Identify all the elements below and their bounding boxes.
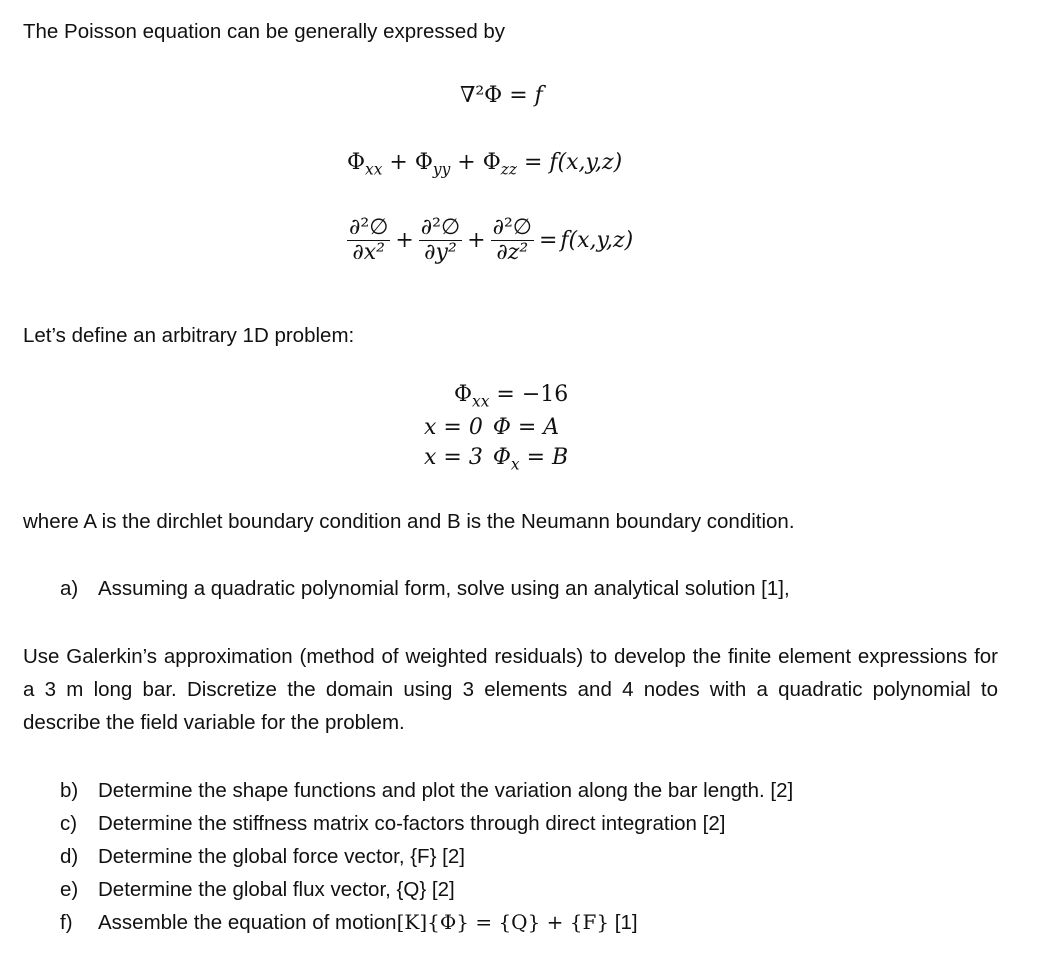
eq1-lhs: ∇²Φ bbox=[460, 83, 503, 108]
galerkin-paragraph: Use Galerkin’s approximation (method of weighted residuals) to develop the finite element expressions for a 3 m long bar. Discretize the domain using 3 elements and 4 nodes with a quadratic polynomial to describe the field variable for the problem. bbox=[23, 645, 998, 734]
bc-row bbox=[424, 443, 578, 473]
poisson-equation-partial: $\frac{\text{∂²∅}}{\text{∂x²}}$ + $\frac{\text{∂²∅}}{\text{∂y²}}$ + $\frac{\text{∂²∅}}{\text{∂z²}}$ = f(x,y,z) bbox=[349, 215, 634, 265]
list-item bbox=[60, 572, 790, 605]
bc-row bbox=[424, 413, 578, 443]
equation-of-motion: [K]{Φ} = {Q} + {F} bbox=[396, 910, 610, 934]
bc1-condition: Φ = A bbox=[492, 415, 560, 440]
list-item: f) Assemble the equation of motion[K]{Φ} = {Q} + {F} [1] bbox=[60, 910, 638, 934]
poisson-equation-subscript: $\Phi_{xx} + \Phi_{yy} + \Phi_{zz} = f(x,y,z)$ bbox=[347, 150, 623, 179]
d2-dy2-fraction: $\frac{\text{∂²∅}}{\text{∂y²}}$ bbox=[420, 215, 461, 265]
governing-value: −16 bbox=[521, 382, 569, 407]
part-a-label: a) bbox=[60, 577, 79, 600]
list-item: c) Determine the stiffness matrix co-factors through direct integration [2] bbox=[60, 812, 726, 835]
d2-dx2-fraction: $\frac{\text{∂²∅}}{\text{∂x²}}$ bbox=[349, 215, 389, 265]
bc2-x: x = 3 bbox=[424, 445, 483, 470]
intro-text: The Poisson equation can be generally expressed by bbox=[23, 20, 506, 43]
eq3-rhs: f(x,y,z) bbox=[560, 228, 634, 253]
d2-dz2-fraction: $\frac{\text{∂²∅}}{\text{∂z²}}$ bbox=[492, 215, 532, 265]
bc2-condition: $\Phi_x = B$ bbox=[492, 445, 569, 474]
part-a-text: Assuming a quadratic polynomial form, solve using an analytical solution [1], bbox=[98, 577, 790, 600]
problem-intro-text: Let’s define an arbitrary 1D problem: bbox=[23, 324, 355, 347]
part-a-list bbox=[60, 572, 790, 605]
governing-equation: $\Phi_{xx} = -16$ bbox=[454, 382, 569, 411]
poisson-equation-laplacian: ∇²Φ = f bbox=[460, 83, 543, 108]
parts-list bbox=[60, 774, 793, 939]
eq2-rhs: f(x,y,z) bbox=[549, 150, 623, 175]
list-item: b) Determine the shape functions and plot the variation along the bar length. [2] bbox=[60, 779, 794, 802]
eq1-rhs: f bbox=[534, 83, 543, 108]
bc1-x: x = 0 bbox=[424, 415, 483, 440]
boundary-conditions bbox=[424, 413, 578, 473]
boundary-description: where A is the dirchlet boundary condition and B is the Neumann boundary condition. bbox=[23, 510, 795, 533]
list-item: e) Determine the global flux vector, {Q} [2] bbox=[60, 878, 455, 901]
list-item: d) Determine the global force vector, {F} [2] bbox=[60, 845, 465, 868]
